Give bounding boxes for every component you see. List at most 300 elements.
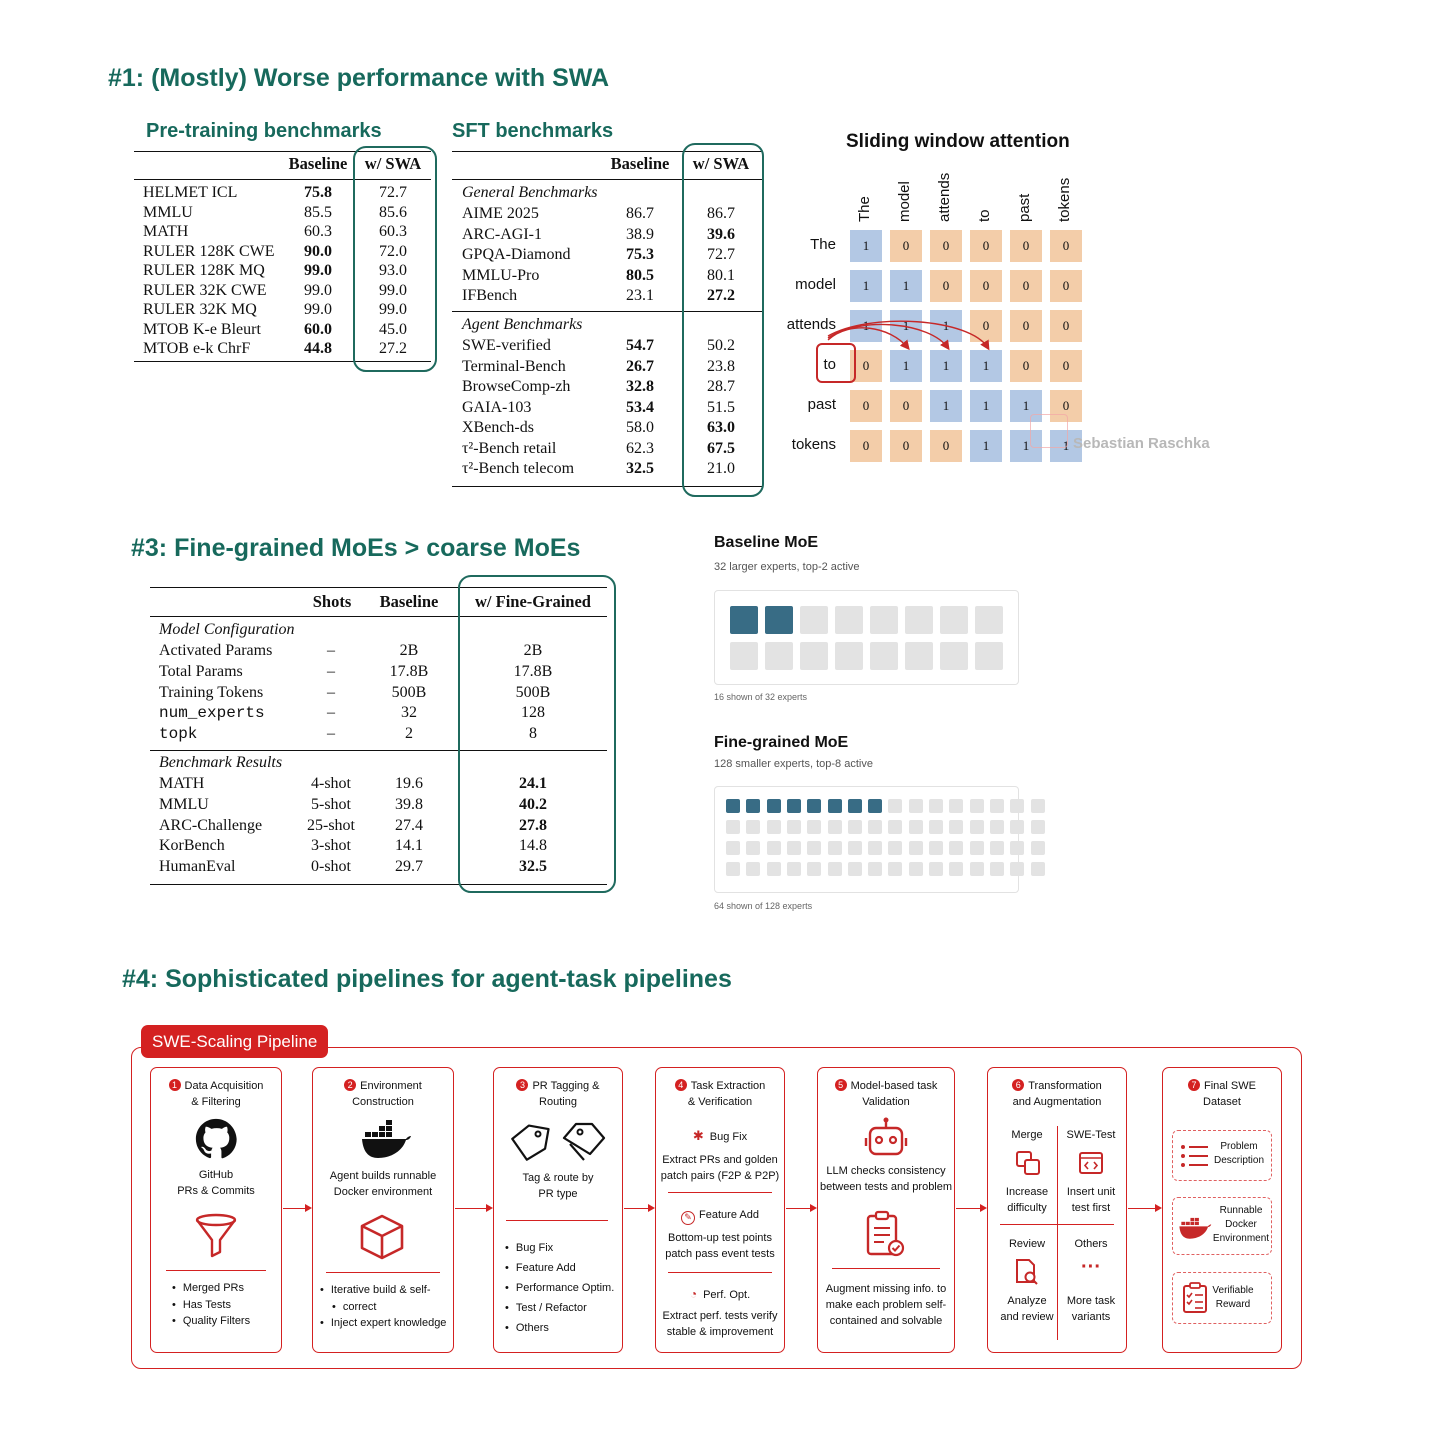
moe-expert bbox=[828, 820, 842, 834]
swa-cell: 1 bbox=[1010, 430, 1042, 462]
arrow-4-5 bbox=[786, 1208, 815, 1209]
swa-cell: 1 bbox=[850, 270, 882, 302]
sft-row-name: MMLU-Pro bbox=[462, 266, 540, 284]
section4-title: #4: Sophisticated pipelines for agent-task pipelines bbox=[122, 965, 732, 993]
docker-icon bbox=[360, 1120, 412, 1160]
moe-expert bbox=[1031, 841, 1045, 855]
swa-cell: 0 bbox=[970, 270, 1002, 302]
sft-row-name: τ²-Bench telecom bbox=[462, 460, 575, 477]
moe-expert bbox=[848, 862, 862, 876]
swa-col-label: model bbox=[896, 181, 913, 222]
swa-cell: 0 bbox=[1050, 230, 1082, 262]
step-5-desc: LLM checks consistency between tests and problem bbox=[819, 1165, 953, 1193]
moe-expert bbox=[909, 820, 923, 834]
pretrain-row-name: MMLU bbox=[143, 203, 193, 221]
fg-row-baseline: 2 bbox=[405, 725, 413, 743]
sft-header-swa: w/ SWA bbox=[692, 154, 750, 173]
step-6-others-desc: More task variants bbox=[1066, 1295, 1116, 1323]
swa-cell: 0 bbox=[1010, 270, 1042, 302]
funnel-icon bbox=[194, 1212, 238, 1260]
moe-expert bbox=[949, 799, 963, 813]
sft-row-name: τ²-Bench retail bbox=[462, 439, 557, 457]
swa-cell: 0 bbox=[1010, 310, 1042, 342]
step-6-title: 6 Transformation and Augmentation bbox=[1012, 1080, 1102, 1108]
step-3-desc: Tag & route by PR type bbox=[522, 1172, 594, 1200]
step-6-review-desc: Analyze and review bbox=[1000, 1295, 1054, 1323]
pretrain-row-swa: 60.3 bbox=[379, 223, 407, 240]
pretrain-row-swa: 72.0 bbox=[379, 242, 407, 260]
sft-row-baseline: 32.5 bbox=[626, 460, 654, 477]
step-4-sub-feature: ✎ Feature Add bbox=[655, 1207, 785, 1225]
pretrain-row-name: RULER 32K CWE bbox=[143, 281, 267, 299]
list-icon bbox=[1180, 1143, 1210, 1169]
moe-expert bbox=[746, 820, 760, 834]
sft-row-baseline: 75.3 bbox=[626, 246, 654, 263]
fg-row-name: topk bbox=[159, 725, 198, 744]
swa-cell: 0 bbox=[930, 230, 962, 262]
moe-expert bbox=[767, 841, 781, 855]
dataset-item-problem-label: Problem Description bbox=[1213, 1141, 1265, 1166]
merge-icon bbox=[1015, 1150, 1041, 1176]
pretrain-row-name: RULER 32K MQ bbox=[143, 301, 257, 318]
fg-row-baseline: 500B bbox=[391, 683, 427, 701]
moe-expert bbox=[746, 862, 760, 876]
moe-expert bbox=[1031, 862, 1045, 876]
fg-row-finegrained: 17.8B bbox=[513, 662, 553, 680]
moe-expert bbox=[828, 799, 842, 813]
moe-expert bbox=[767, 799, 781, 813]
fg-row-shots: 3-shot bbox=[311, 837, 351, 855]
section3-title: #3: Fine-grained MoEs > coarse MoEs bbox=[131, 534, 581, 562]
moe-expert bbox=[970, 862, 984, 876]
dataset-item-docker-label: Runnable Docker Environment bbox=[1212, 1205, 1270, 1244]
sft-row-baseline: 54.7 bbox=[626, 337, 654, 354]
pretrain-row-baseline: 75.8 bbox=[304, 184, 332, 201]
step-2-divider bbox=[326, 1272, 440, 1273]
moe-fine-subtitle: 128 smaller experts, top-8 active bbox=[714, 758, 873, 770]
pretrain-row-swa: 99.0 bbox=[379, 281, 407, 299]
moe-expert bbox=[765, 642, 793, 670]
arrow-2-3 bbox=[455, 1208, 491, 1209]
swa-cell: 1 bbox=[850, 230, 882, 262]
moe-expert bbox=[990, 820, 1004, 834]
sft-row-swa: 21.0 bbox=[707, 460, 735, 477]
moe-expert bbox=[828, 862, 842, 876]
swa-cell: 1 bbox=[890, 270, 922, 302]
moe-expert bbox=[909, 862, 923, 876]
swa-row-label: to bbox=[823, 356, 836, 373]
moe-expert bbox=[787, 841, 801, 855]
moe-expert bbox=[746, 799, 760, 813]
fg-row-baseline: 32 bbox=[401, 704, 417, 722]
moe-expert bbox=[949, 820, 963, 834]
pipeline-label: SWE-Scaling Pipeline bbox=[141, 1025, 328, 1058]
swa-cell: 0 bbox=[850, 350, 882, 382]
swa-cell: 0 bbox=[890, 390, 922, 422]
swa-row-label: The bbox=[810, 236, 836, 253]
swa-col-label: to bbox=[976, 209, 993, 222]
step-4-sub-perf: ◔ Perf. Opt. bbox=[689, 1287, 751, 1301]
step-1-title: 1 Data Acquisition & Filtering bbox=[150, 1078, 282, 1110]
fg-row-finegrained: 32.5 bbox=[519, 858, 547, 876]
ellipsis-icon: ··· bbox=[1081, 1256, 1101, 1278]
sft-row-name: ARC-AGI-1 bbox=[462, 225, 542, 243]
sft-row-name: IFBench bbox=[462, 287, 518, 304]
moe-expert bbox=[888, 841, 902, 855]
moe-expert bbox=[726, 820, 740, 834]
moe-expert bbox=[909, 799, 923, 813]
moe-expert bbox=[807, 820, 821, 834]
fg-row-finegrained: 128 bbox=[521, 704, 545, 722]
fg-row-baseline: 29.7 bbox=[395, 858, 423, 876]
moe-expert bbox=[929, 841, 943, 855]
moe-expert bbox=[848, 799, 862, 813]
fg-row-finegrained: 40.2 bbox=[519, 795, 547, 813]
pretrain-row-name: MTOB K-e Bleurt bbox=[143, 320, 261, 338]
cube-icon bbox=[357, 1212, 407, 1262]
dataset-item-reward-label: Verifiable Reward bbox=[1212, 1285, 1254, 1310]
moe-fine-title: Fine-grained MoE bbox=[714, 734, 849, 751]
sft-row-baseline: 86.7 bbox=[626, 205, 654, 222]
arrow-1-2 bbox=[283, 1208, 310, 1209]
fg-row-name: KorBench bbox=[159, 837, 225, 855]
sft-header-baseline: Baseline bbox=[610, 154, 670, 173]
moe-expert bbox=[940, 606, 968, 634]
fg-row-finegrained: 27.8 bbox=[519, 816, 547, 834]
fg-row-shots: – bbox=[327, 683, 335, 701]
moe-expert bbox=[765, 606, 793, 634]
fg-row-shots: 0-shot bbox=[311, 858, 351, 876]
swa-attention-arrows bbox=[820, 318, 1010, 358]
moe-expert bbox=[787, 820, 801, 834]
pretrain-row-name: MATH bbox=[143, 223, 189, 240]
fg-row-name: num_experts bbox=[159, 704, 265, 723]
moe-expert bbox=[807, 862, 821, 876]
docker-red-icon bbox=[1178, 1214, 1212, 1240]
moe-expert bbox=[949, 862, 963, 876]
step-6-others-label: Others bbox=[1074, 1238, 1108, 1250]
sft-title: SFT benchmarks bbox=[452, 120, 614, 142]
arrow-5-6 bbox=[956, 1208, 985, 1209]
sft-row-baseline: 32.8 bbox=[626, 378, 654, 395]
step-5-desc2: Augment missing info. to make each problem self- contained and solvable bbox=[825, 1283, 947, 1327]
pretrain-header-baseline: Baseline bbox=[288, 154, 348, 173]
swa-col-label: attends bbox=[936, 172, 953, 222]
step-3-title: 3 PR Tagging & Routing bbox=[493, 1078, 623, 1110]
step-5-divider bbox=[832, 1268, 940, 1269]
pretrain-row-baseline: 60.3 bbox=[304, 223, 332, 240]
sft-swa-highlight bbox=[682, 143, 764, 497]
swa-cell: 0 bbox=[1050, 270, 1082, 302]
fg-row-shots: 25-shot bbox=[307, 816, 355, 834]
moe-expert bbox=[1010, 799, 1024, 813]
pretrain-row-swa: 27.2 bbox=[379, 340, 407, 357]
bug-icon: ✱ bbox=[692, 1128, 704, 1143]
sft-row-name: SWE-verified bbox=[462, 337, 551, 354]
swa-title: Sliding window attention bbox=[846, 131, 1070, 152]
clipboard-check-icon bbox=[864, 1210, 906, 1260]
watermark-text: Sebastian Raschka bbox=[1073, 435, 1210, 452]
pretrain-row-swa: 85.6 bbox=[379, 203, 407, 221]
fg-row-shots: – bbox=[327, 704, 335, 722]
sft-row-baseline: 53.4 bbox=[626, 398, 654, 416]
moe-expert bbox=[905, 606, 933, 634]
swa-cell: 0 bbox=[970, 230, 1002, 262]
moe-expert bbox=[949, 841, 963, 855]
sft-row-swa: 27.2 bbox=[707, 287, 735, 304]
moe-expert bbox=[990, 799, 1004, 813]
swa-cell: 1 bbox=[970, 430, 1002, 462]
moe-expert bbox=[975, 606, 1003, 634]
moe-expert bbox=[990, 862, 1004, 876]
fg-row-finegrained: 14.8 bbox=[519, 837, 547, 855]
swa-cell: 0 bbox=[1010, 350, 1042, 382]
step-2-title: 2 Environment Construction bbox=[312, 1078, 454, 1110]
moe-expert bbox=[970, 841, 984, 855]
swa-row-label: attends bbox=[786, 316, 836, 333]
pretrain-swa-highlight bbox=[353, 146, 437, 372]
fg-row-finegrained: 500B bbox=[515, 683, 551, 701]
swa-col-label: past bbox=[1016, 193, 1033, 222]
sft-row-baseline: 23.1 bbox=[626, 287, 654, 304]
swa-cell: 1 bbox=[1010, 390, 1042, 422]
fg-row-name: HumanEval bbox=[159, 858, 236, 876]
fg-row-name: Training Tokens bbox=[159, 683, 264, 701]
swa-cell: 0 bbox=[1050, 350, 1082, 382]
sft-row-name: BrowseComp-zh bbox=[462, 378, 571, 395]
swa-cell: 1 bbox=[890, 350, 922, 382]
sft-row-swa: 80.1 bbox=[707, 266, 735, 284]
moe-expert bbox=[868, 799, 882, 813]
fg-highlight bbox=[458, 575, 616, 893]
fg-row-name: MATH bbox=[159, 775, 205, 792]
sft-group-agent: Agent Benchmarks bbox=[462, 316, 583, 333]
swa-row-label: past bbox=[807, 396, 836, 413]
pretrain-row-name: MTOB e-k ChrF bbox=[143, 340, 251, 357]
step-1-desc: GitHub PRs & Commits bbox=[177, 1169, 255, 1197]
step-4-sub-bugfix-desc: Extract PRs and golden patch pairs (F2P & P2P) bbox=[660, 1154, 780, 1182]
fg-row-shots: – bbox=[327, 662, 335, 680]
step-6-hdivider bbox=[1000, 1224, 1114, 1225]
fg-row-baseline: 14.1 bbox=[395, 837, 423, 855]
moe-expert bbox=[929, 862, 943, 876]
step-3-divider bbox=[506, 1220, 608, 1221]
step-5-title: 5 Model-based task Validation bbox=[817, 1078, 955, 1110]
sft-row-swa: 28.7 bbox=[707, 378, 735, 395]
moe-expert bbox=[1031, 799, 1045, 813]
pretrain-title: Pre-training benchmarks bbox=[146, 120, 382, 142]
moe-expert bbox=[888, 820, 902, 834]
swa-cell: 0 bbox=[1010, 230, 1042, 262]
swa-cell: 1 bbox=[930, 390, 962, 422]
moe-expert bbox=[990, 841, 1004, 855]
fg-header-shots: Shots bbox=[312, 592, 352, 611]
step-6-swetest-desc: Insert unit test first bbox=[1066, 1186, 1116, 1214]
swa-cell: 1 bbox=[970, 390, 1002, 422]
moe-expert bbox=[767, 820, 781, 834]
moe-expert bbox=[800, 642, 828, 670]
code-window-icon bbox=[1078, 1151, 1104, 1175]
sft-row-swa: 72.7 bbox=[707, 246, 735, 263]
swa-row-label: tokens bbox=[791, 436, 836, 453]
step-4-divider-1 bbox=[668, 1192, 772, 1193]
moe-expert bbox=[870, 642, 898, 670]
moe-expert bbox=[787, 862, 801, 876]
arrow-3-4 bbox=[624, 1208, 653, 1209]
doc-search-icon bbox=[1014, 1258, 1040, 1286]
swa-cell: 0 bbox=[850, 430, 882, 462]
swa-row-label: model bbox=[795, 276, 836, 293]
moe-expert bbox=[940, 642, 968, 670]
swa-cell: 0 bbox=[890, 430, 922, 462]
pretrain-row-baseline: 60.0 bbox=[304, 320, 332, 338]
fg-row-shots: – bbox=[327, 642, 335, 659]
step-6-swetest-label: SWE-Test bbox=[1066, 1129, 1116, 1141]
pretrain-row-baseline: 90.0 bbox=[304, 242, 332, 260]
moe-expert bbox=[888, 799, 902, 813]
swa-cell: 0 bbox=[930, 430, 962, 462]
pretrain-row-name: RULER 128K MQ bbox=[143, 262, 265, 279]
sft-row-name: GPQA-Diamond bbox=[462, 246, 571, 263]
step-2-desc: Agent builds runnable Docker environment bbox=[329, 1170, 437, 1198]
fg-row-shots: – bbox=[327, 725, 335, 743]
moe-expert bbox=[848, 820, 862, 834]
tag-icon bbox=[508, 1122, 552, 1162]
sft-row-swa: 63.0 bbox=[707, 419, 735, 436]
sft-row-name: GAIA-103 bbox=[462, 398, 532, 416]
moe-expert bbox=[909, 841, 923, 855]
fg-row-shots: 5-shot bbox=[311, 795, 351, 813]
moe-expert bbox=[730, 606, 758, 634]
swa-cell: 1 bbox=[970, 350, 1002, 382]
swa-cell: 0 bbox=[850, 390, 882, 422]
fg-header-finegrained: w/ Fine-Grained bbox=[475, 592, 591, 611]
step-6-merge-desc: Increase difficulty bbox=[1005, 1186, 1049, 1214]
sft-row-swa: 23.8 bbox=[707, 357, 735, 375]
moe-expert bbox=[726, 841, 740, 855]
moe-expert bbox=[1031, 820, 1045, 834]
sft-row-swa: 39.6 bbox=[707, 225, 735, 243]
moe-expert bbox=[807, 799, 821, 813]
swa-cell: 1 bbox=[930, 350, 962, 382]
fg-row-name: Activated Params bbox=[159, 642, 273, 659]
moe-baseline-box bbox=[714, 590, 1019, 685]
swa-cell: 0 bbox=[890, 230, 922, 262]
pretrain-row-swa: 45.0 bbox=[379, 320, 407, 338]
fg-row-baseline: 39.8 bbox=[395, 795, 423, 813]
step-6-review-label: Review bbox=[1008, 1238, 1046, 1250]
fg-row-baseline: 2B bbox=[399, 642, 419, 659]
step-1-divider bbox=[166, 1270, 266, 1271]
swa-cell: 1 bbox=[1050, 430, 1082, 462]
swa-cell: 0 bbox=[1050, 310, 1082, 342]
sft-row-name: Terminal-Bench bbox=[462, 357, 566, 375]
fg-row-baseline: 17.8B bbox=[389, 662, 429, 680]
moe-expert bbox=[929, 820, 943, 834]
moe-expert bbox=[787, 799, 801, 813]
moe-fine-caption: 64 shown of 128 experts bbox=[714, 901, 813, 911]
pretrain-row-baseline: 44.8 bbox=[304, 340, 332, 357]
fg-row-finegrained: 2B bbox=[523, 642, 543, 659]
moe-expert bbox=[807, 841, 821, 855]
swa-col-label: The bbox=[856, 196, 873, 222]
sft-row-name: XBench-ds bbox=[462, 419, 534, 436]
moe-expert bbox=[868, 820, 882, 834]
moe-expert bbox=[835, 642, 863, 670]
pretrain-row-swa: 72.7 bbox=[379, 184, 407, 201]
step-7-title: 7 Final SWE Dataset bbox=[1162, 1078, 1282, 1110]
pretrain-row-swa: 93.0 bbox=[379, 262, 407, 279]
swa-cell: 0 bbox=[970, 310, 1002, 342]
moe-expert bbox=[730, 642, 758, 670]
fg-row-name: ARC-Challenge bbox=[159, 816, 263, 834]
robot-icon bbox=[864, 1116, 908, 1158]
fg-header-baseline: Baseline bbox=[379, 592, 439, 611]
pretrain-row-baseline: 85.5 bbox=[304, 203, 332, 221]
moe-expert bbox=[929, 799, 943, 813]
github-icon bbox=[195, 1118, 237, 1160]
step-3-bullets: • Bug Fix • Feature Add • Performance Optim. • Test / Refactor • Others bbox=[505, 1238, 614, 1338]
sft-row-name: AIME 2025 bbox=[462, 205, 539, 222]
moe-expert bbox=[726, 862, 740, 876]
moe-expert bbox=[767, 862, 781, 876]
pretrain-header-swa: w/ SWA bbox=[364, 154, 422, 173]
step-4-divider-2 bbox=[668, 1272, 772, 1273]
pretrain-row-baseline: 99.0 bbox=[304, 301, 332, 318]
section1-title: #1: (Mostly) Worse performance with SWA bbox=[108, 64, 610, 92]
moe-expert bbox=[828, 841, 842, 855]
fg-row-name: Total Params bbox=[159, 662, 243, 680]
swa-cell: 1 bbox=[850, 310, 882, 342]
swa-col-label: tokens bbox=[1056, 177, 1073, 222]
pretrain-row-name: HELMET ICL bbox=[143, 184, 238, 201]
watermark-logo-icon bbox=[1030, 414, 1068, 448]
step-4-sub-feature-desc: Bottom-up test points patch pass event tests bbox=[665, 1232, 775, 1260]
step-6-merge-label: Merge bbox=[1011, 1129, 1043, 1141]
sft-row-baseline: 62.3 bbox=[626, 439, 654, 457]
moe-expert bbox=[905, 642, 933, 670]
moe-expert bbox=[800, 606, 828, 634]
fg-row-baseline: 19.6 bbox=[395, 775, 423, 792]
tags-icon bbox=[560, 1120, 610, 1162]
sft-group-general: General Benchmarks bbox=[462, 184, 598, 201]
moe-expert bbox=[970, 799, 984, 813]
pretrain-row-baseline: 99.0 bbox=[304, 262, 332, 279]
wrench-icon: ✎ bbox=[681, 1211, 695, 1225]
fg-group-config: Model Configuration bbox=[159, 621, 295, 638]
moe-expert bbox=[1010, 862, 1024, 876]
moe-expert bbox=[868, 862, 882, 876]
sft-row-baseline: 26.7 bbox=[626, 357, 654, 375]
moe-expert bbox=[970, 820, 984, 834]
pretrain-row-baseline: 99.0 bbox=[304, 281, 332, 299]
sft-row-swa: 50.2 bbox=[707, 337, 735, 354]
sft-row-baseline: 38.9 bbox=[626, 225, 654, 243]
step-4-title: 4 Task Extraction & Verification bbox=[655, 1078, 785, 1110]
swa-cell: 0 bbox=[930, 270, 962, 302]
fg-group-results: Benchmark Results bbox=[159, 754, 283, 771]
step-4-sub-bugfix: ✱ Bug Fix bbox=[692, 1128, 748, 1143]
moe-expert bbox=[868, 841, 882, 855]
fg-row-finegrained: 24.1 bbox=[519, 775, 547, 792]
swa-cell: 1 bbox=[930, 310, 962, 342]
sft-row-swa: 86.7 bbox=[707, 205, 735, 222]
moe-baseline-subtitle: 32 larger experts, top-2 active bbox=[714, 561, 860, 573]
moe-expert bbox=[870, 606, 898, 634]
step-1-bullets: • Merged PRs • Has Tests • Quality Filters bbox=[172, 1280, 250, 1330]
swa-cell: 1 bbox=[890, 310, 922, 342]
fg-row-name: MMLU bbox=[159, 795, 209, 813]
